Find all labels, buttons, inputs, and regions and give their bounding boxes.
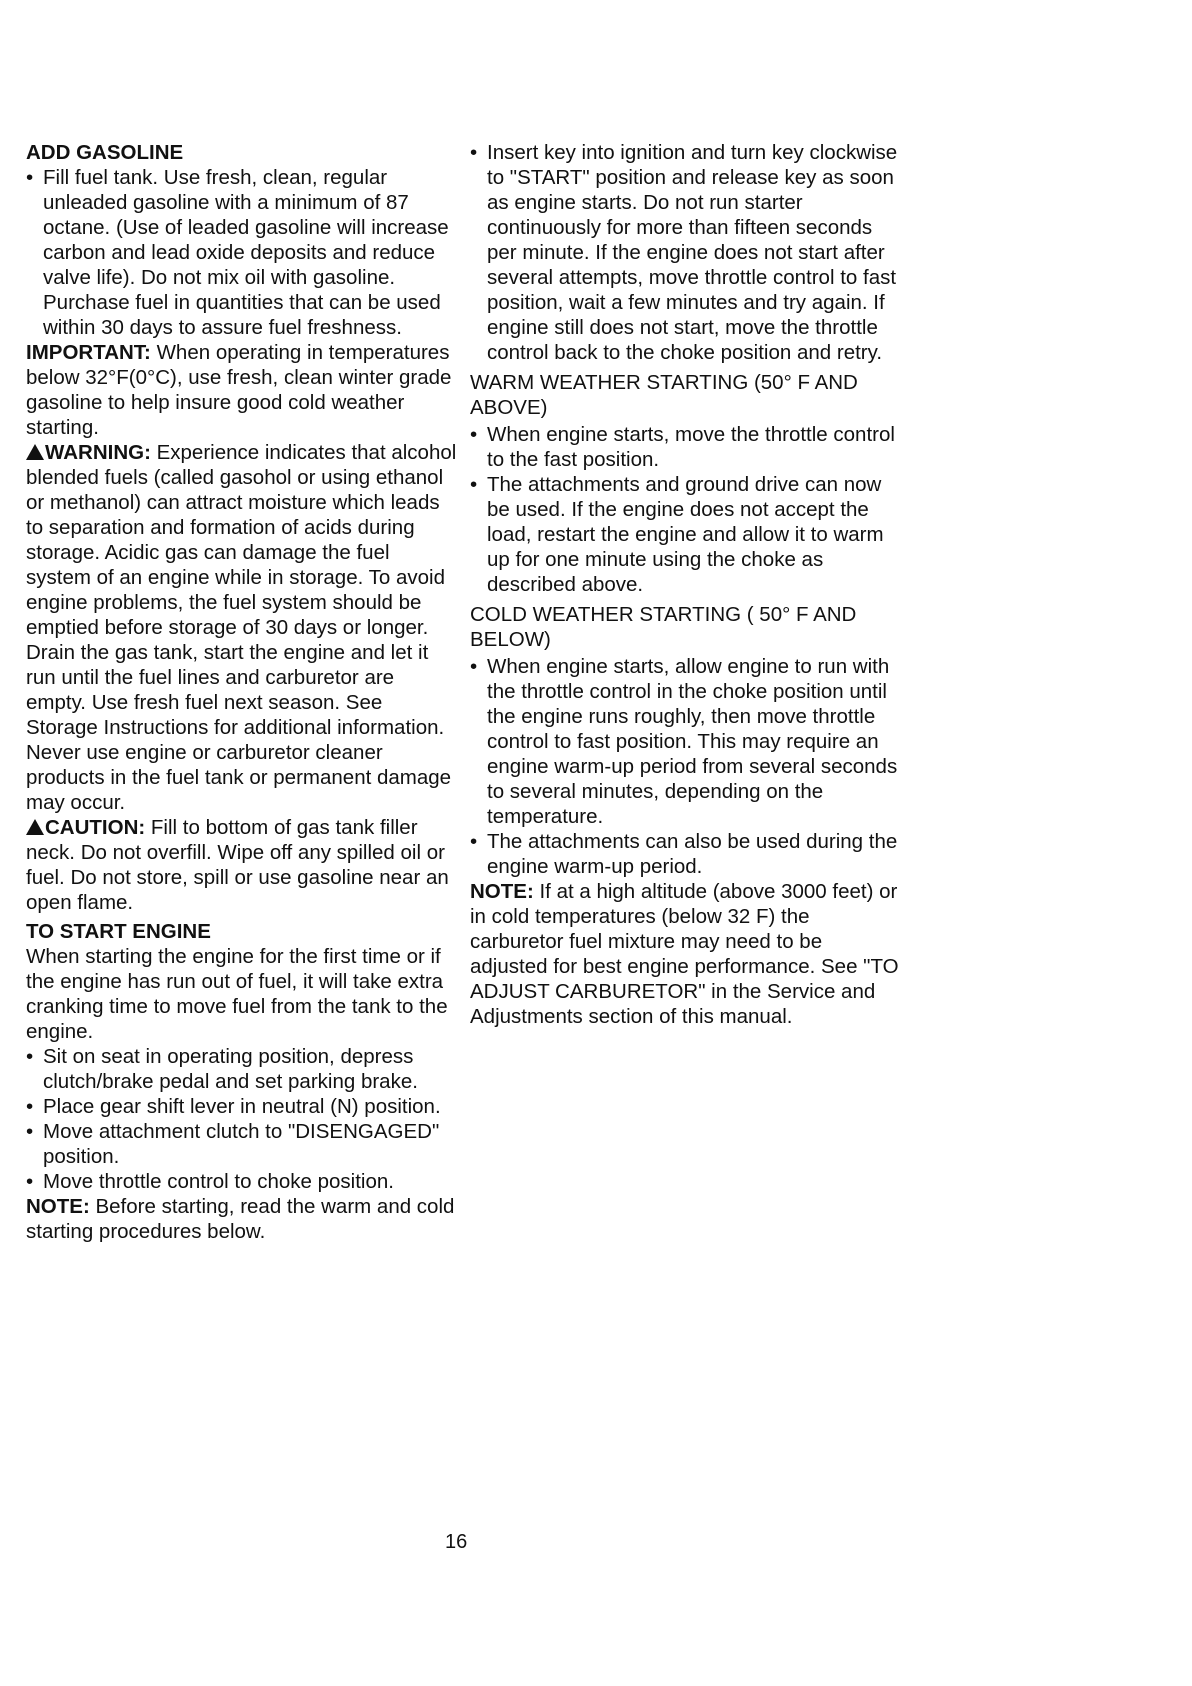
start-engine-bullets (26, 1044, 458, 1194)
list-item: • Fill fuel tank. Use fresh, clean, regular unleaded gasoline with a minimum of 87 octane. (Use of leaded gasoline will increase carbon and lead oxide deposits and reduce valve life). Do not mix oil with gasoline. Purchase fuel in quantities that can be used within 30 days to assure fuel freshness. (26, 165, 458, 340)
important-text: When operating in temperatures below 32°F(0°C), use fresh, clean winter grade gasoline to help insure good cold weather starting. (26, 341, 452, 439)
list-item: • Insert key into ignition and turn key clockwise to "START" position and release key as soon as engine starts. Do not run starter continuously for more than fifteen seconds per minute. If the engine does not start after several attempts, move throttle control to fast position, wait a few minutes and try again. If engine still does not start, move the throttle control back to the choke position and retry. (470, 140, 902, 365)
add-gasoline-bullets (26, 165, 458, 340)
ignition-bullets (470, 140, 902, 365)
warm-weather-bullets (470, 422, 902, 597)
list-item: • Move throttle control to choke position. (26, 1169, 458, 1194)
caution-text: Fill to bottom of gas tank filler neck. Do not overfill. Wipe off any spilled oil or fuel. Do not store, spill or use gasoline near an open flame. (26, 816, 449, 914)
list-item: • When engine starts, move the throttle control to the fast position. (470, 422, 902, 472)
list-item: • Sit on seat in operating position, depress clutch/brake pedal and set parking brake. (26, 1044, 458, 1094)
warning-triangle-icon (26, 444, 44, 460)
right-column (470, 140, 902, 1029)
start-engine-note (26, 1194, 458, 1244)
add-gasoline-heading: ADD GASOLINE (26, 141, 184, 164)
important-label: IMPORTANT: (26, 341, 151, 364)
left-column (26, 140, 458, 1244)
list-item: • The attachments and ground drive can now be used. If the engine does not accept the load, restart the engine and allow it to warm up for one minute using the choke as described above. (470, 472, 902, 597)
page-number: 16 (445, 1531, 468, 1553)
warm-weather-heading: WARM WEATHER STARTING (50° F AND ABOVE) (470, 371, 858, 419)
important-paragraph (26, 340, 458, 440)
cold-weather-bullets (470, 654, 902, 879)
carburetor-note (470, 879, 902, 1029)
caution-paragraph (26, 815, 458, 915)
caution-label: CAUTION: (45, 816, 146, 839)
warning-paragraph (26, 440, 458, 815)
warning-label: WARNING: (45, 441, 151, 464)
to-start-engine-heading: TO START ENGINE (26, 920, 211, 943)
note-label: NOTE: (470, 880, 534, 903)
list-item: • Place gear shift lever in neutral (N) position. (26, 1094, 458, 1119)
note-text: If at a high altitude (above 3000 feet) or in cold temperatures (below 32 F) the carburetor fuel mixture may need to be adjusted for best engine performance. See "TO ADJUST CARBURETOR" in the Service and Adjustments section of this manual. (470, 880, 899, 1028)
start-engine-intro: When starting the engine for the first time or if the engine has run out of fuel, it will take extra cranking time to move fuel from the tank to the engine. (26, 945, 448, 1043)
note-label: NOTE: (26, 1195, 90, 1218)
note-text: Before starting, read the warm and cold starting procedures below. (26, 1195, 455, 1243)
warning-text: Experience indicates that alcohol blended fuels (called gasohol or using ethanol or methanol) can attract moisture which leads to separation and formation of acids during storage. Acidic gas can damage the fuel system of an engine while in storage. To avoid engine problems, the fuel system should be emptied before storage of 30 days or longer. Drain the gas tank, start the engine and let it run until the fuel lines and carburetor are empty. Use fresh fuel next season. See Storage Instructions for additional information. Never use engine or carburetor cleaner products in the fuel tank or permanent damage may occur. (26, 441, 457, 814)
list-item: • When engine starts, allow engine to run with the throttle control in the choke position until the engine runs roughly, then move throttle control to fast position. This may require an engine warm-up period from several seconds to several minutes, depending on the temperature. (470, 654, 902, 829)
list-item: • The attachments can also be used during the engine warm-up period. (470, 829, 902, 879)
caution-triangle-icon (26, 819, 44, 835)
cold-weather-heading: COLD WEATHER STARTING ( 50° F AND BELOW) (470, 603, 857, 651)
list-item: • Move attachment clutch to "DISENGAGED" position. (26, 1119, 458, 1169)
